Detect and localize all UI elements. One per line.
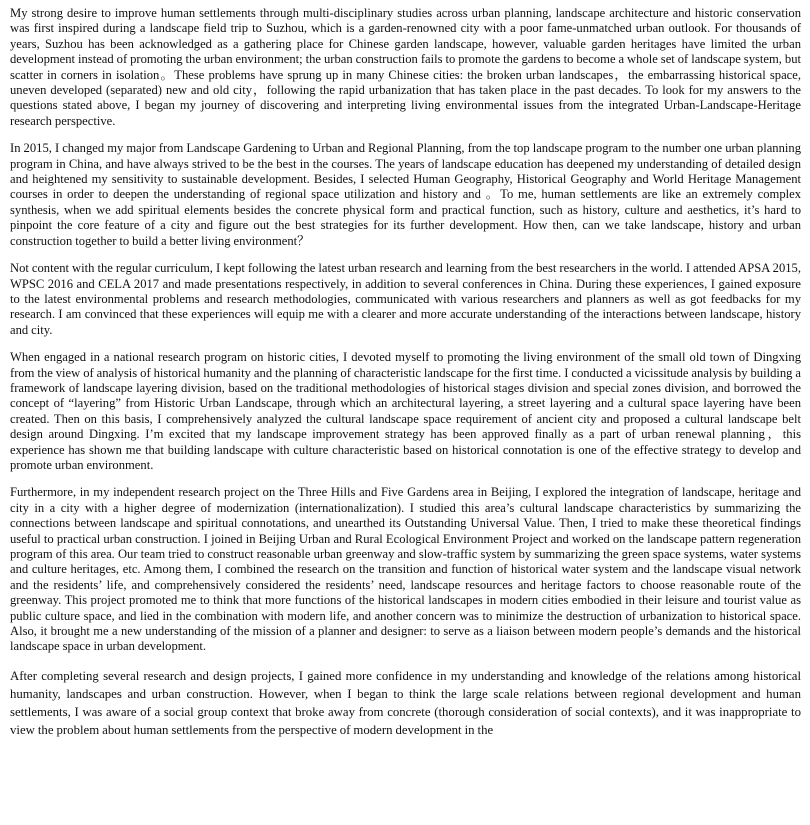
paragraph-beijing-research: Furthermore, in my independent research project on the Three Hills and Five Gardens area in Beijing, I explored the integration of landscape, heritage and city in a city with a higher degree of modernization (internationalization). I studied this area’s cultural landscape characteristics by summarizing the connections between landscape and spiritual connotations, and unearthed its Outstanding Universal Value. Then, I tried to make these theoretical findings useful to practical urban construction. I joined in Beijing Urban and Rural Ecological Environment Project and worked on the landscape pattern regeneration program of this area. Our team tried to construct reasonable urban greenway and slow-traffic system by summarizing the green space systems, water systems and culture heritages, etc. Among them, I combined the research on the transition and function of historical water system and the landscape visual network and the residents’ life, and comprehensively considered the residents’ need, landscape resources and heritage factors to choose reasonable route of the greenway. This project promoted me to think that more functions of the historical landscapes in modern cities embodied in their leisure and tourist value as public culture space, and lied in the combination with modern life, and another concern was to minimize the destruction of urbanization to historical space. Also, it brought me a new understanding of the mission of a planner and designer: to serve as a liaison between modern people’s demands and the historical landscape space in urban development. bbox=[10, 485, 801, 654]
paragraph-reflection: After completing several research and design projects, I gained more confidence in my understanding and knowledge of the relations among historical humanity, landscapes and urban construction. However, when I began to think the large scale relations between regional development and human settlements, I was aware of a social group context that broke away from concrete (thorough consideration of social contexts), and it was inappropriate to view the problem about human settlements from the perspective of modern development in the bbox=[10, 668, 801, 737]
paragraph-education: In 2015, I changed my major from Landscape Gardening to Urban and Regional Planning, from the top landscape program to the number one urban planning program in China, and have always strived to be the best in the courses. The years of landscape education has deepened my understanding of detailed design and heightened my sensitivity to sustainable development. Besides, I selected Human Geography, Historical Geography and World Heritage Management courses in order to deepen the understanding of regional space utilization and history and 。To me, human settlements are like an extremely complex synthesis, when we add spiritual elements besides the concrete physical form and practical function, such as history, culture and aesthetics, it’s hard to pinpoint the core feature of a city and figure out the best strategies for its further development. How then, can we take landscape, history and urban construction together to build a better living environment？ bbox=[10, 141, 801, 248]
paragraph-conferences: Not content with the regular curriculum, I kept following the latest urban research and learning from the best researchers in the world. I attended APSA 2015, WPSC 2016 and CELA 2017 and made presentations respectively, in addition to several conferences in China. During these experiences, I gained exposure to the latest environmental problems and research methodologies, communicated with various researchers and planners as well as got feedbacks for my research. I am convinced that these experiences will equip me with a clearer and more accurate understanding of the interactions between landscape, history and city. bbox=[10, 261, 801, 337]
paragraph-dingxing-research: When engaged in a national research program on historic cities, I devoted myself to promoting the living environment of the small old town of Dingxing from the view of analysis of historical humanity and the planning of characteristic landscape for the first time. I conducted a vicissitude analysis by building a framework of landscape layering division, based on the traditional methodologies of historical stages division and special zones division, and borrowed the concept of “layering” from Historic Urban Landscape, through which an architectural layering, a street layering and a cultural space layering have been created. Then on this basis, I comprehensively analyzed the cultural landscape space requirement of ancient city and proposed a cultural landscape belt design around Dingxing. I’m excited that my landscape improvement strategy has been approved finally as a part of urban renewal planning，this experience has shown me that building landscape with culture characteristic based on historical connotation is one of the effective strategy to develop and promote urban environment. bbox=[10, 350, 801, 472]
document-body bbox=[10, 6, 801, 751]
paragraph-motivation: My strong desire to improve human settlements through multi-disciplinary studies across urban planning, landscape architecture and historic conservation was first inspired during a landscape field trip to Suzhou, which is a garden-renowned city with a poor fame-unmatched urban outlook. For thousands of years, Suzhou has been acknowledged as a gathering place for Chinese garden landscape, however, valuable garden heritages have limited the urban development instead of promoting the urban environment; the urban construction fails to promote the gardens to become a whole set of landscape system, but scatter in corners in isolation。These problems have sprung up in many Chinese cities: the broken urban landscapes，the embarrassing historical space, uneven developed (separated) new and old city，following the rapid urbanization that has taken place in the past decades. To look for my answers to the questions stated above, I began my journey of discovering and interpreting living environmental issues from the integrated Urban-Landscape-Heritage research perspective. bbox=[10, 6, 801, 128]
